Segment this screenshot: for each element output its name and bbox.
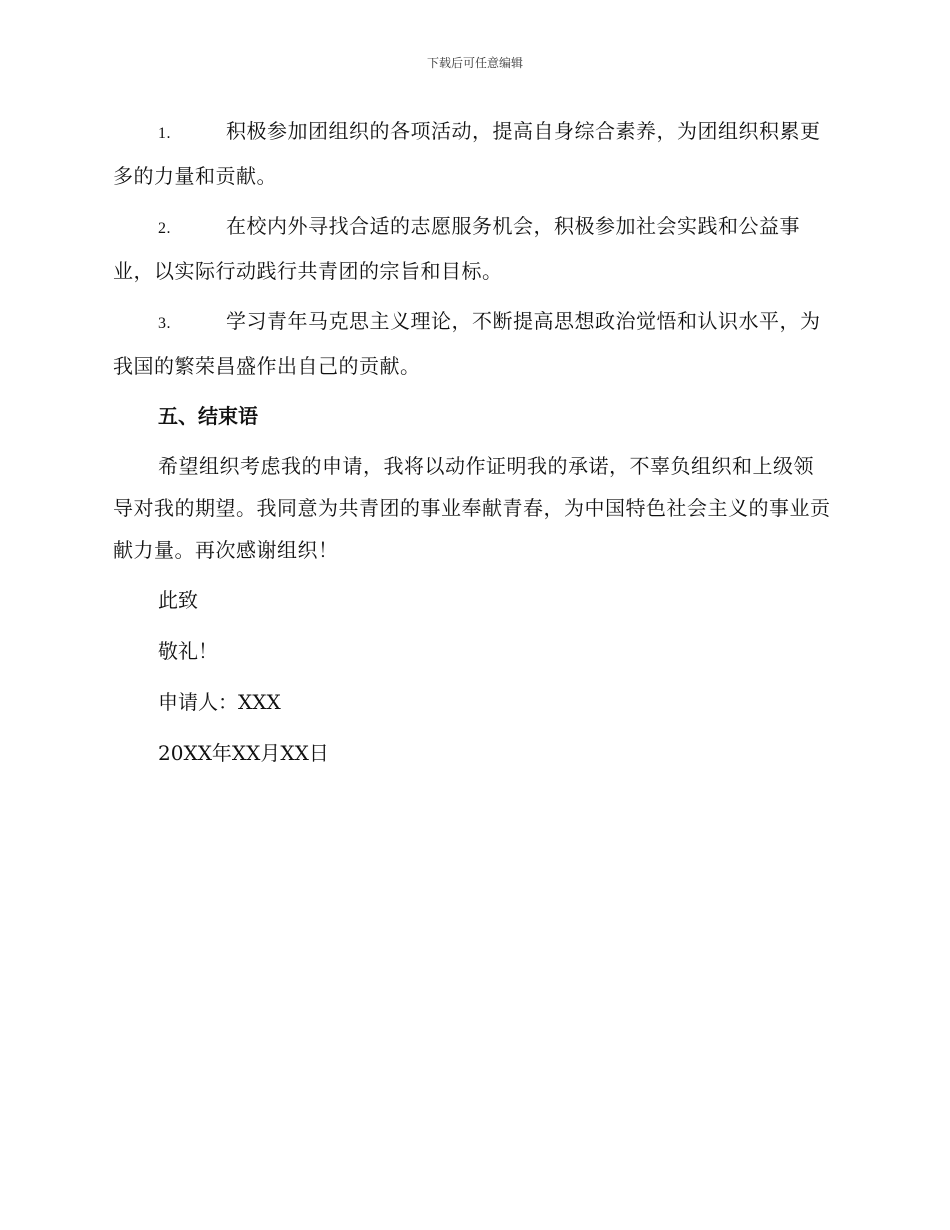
closing-paragraph: 希望组织考虑我的申请，我将以动作证明我的承诺，不辜负组织和上级领导对我的期望。我同意为共青团的事业奉献青春，为中国特色社会主义的事业贡献力量。再次感谢组织！ <box>113 454 831 562</box>
applicant-line: 申请人：XXX <box>158 690 281 714</box>
page-header: 下载后可任意编辑 <box>426 56 523 70</box>
list-item-text: 在校内外寻找合适的志愿服务机会，积极参加社会实践和公益事业，以实际行动践行共青团的宗旨和目标。 <box>113 214 800 283</box>
list-item-number: 3. <box>158 315 171 332</box>
date-line: 20XX年XX月XX日 <box>158 741 329 765</box>
list-item <box>113 300 833 387</box>
document-body <box>113 110 833 783</box>
list-item <box>113 205 833 292</box>
list-item-text: 学习青年马克思主义理论，不断提高思想政治觉悟和认识水平，为我国的繁荣昌盛作出自己的贡献。 <box>113 309 821 378</box>
salutation-line: 此致 <box>158 588 198 612</box>
list-item <box>113 110 833 197</box>
list-item-number: 2. <box>158 220 171 237</box>
regards-line: 敬礼！ <box>158 639 218 663</box>
section-heading: 五、结束语 <box>158 404 258 428</box>
list-item-text: 积极参加团组织的各项活动，提高自身综合素养，为团组织积累更多的力量和贡献。 <box>113 119 821 188</box>
list-item-number: 1. <box>158 125 171 142</box>
